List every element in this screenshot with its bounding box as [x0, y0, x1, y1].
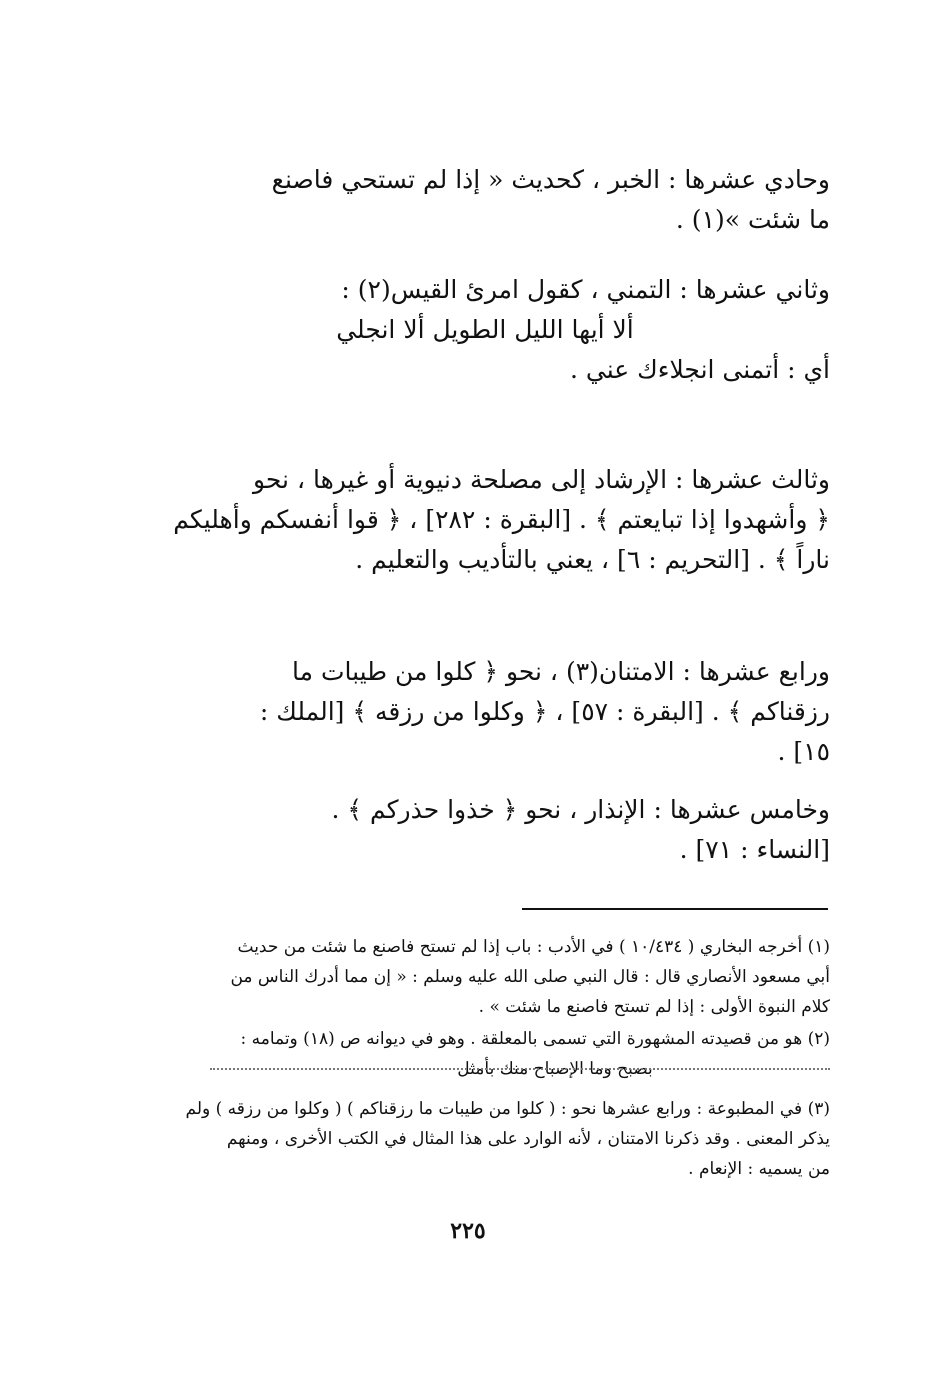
footnote-separator — [522, 908, 828, 910]
text-line: [النساء : ٧١] . — [679, 835, 830, 864]
footnote-line: (١) أخرجه البخاري ( ١٠/٤٣٤ ) في الأدب : باب إذا لم تستح فاصنع ما شئت من حديث — [237, 937, 830, 957]
paragraph-indhar — [140, 790, 830, 870]
footnote-line: (٣) في المطبوعة : ورابع عشرها نحو : ( كلوا من طيبات ما رزقناكم ) ( وكلوا من رزقه ) ولم — [185, 1099, 830, 1119]
paragraph-khabar — [140, 160, 830, 240]
page-number: ٢٢٥ — [450, 1218, 486, 1244]
footnote-1 — [140, 932, 830, 1022]
footnote-3 — [140, 1094, 830, 1184]
footnote-line: من يسميه : الإنعام . — [688, 1159, 830, 1179]
text-line: وثاني عشرها : التمني ، كقول امرئ القيس(٢) : — [341, 275, 830, 304]
footnote-line: كلام النبوة الأولى : إذا لم تستح فاصنع ما شئت » . — [478, 997, 830, 1017]
paragraph-irshad — [140, 460, 830, 580]
poetry-verse: ألا أيها الليل الطويل ألا انجلي — [336, 315, 634, 344]
dotted-divider — [210, 1068, 830, 1070]
paragraph-tamanni — [140, 270, 830, 390]
text-line: أي : أتمنى انجلاءك عني . — [570, 355, 830, 384]
text-line: ١٥] . — [777, 737, 830, 766]
footnote-line: أبي مسعود الأنصاري قال : قال النبي صلى الله عليه وسلم : « إن مما أدرك الناس من — [230, 967, 830, 987]
text-line: ناراً ﴾ . [التحريم : ٦] ، يعني بالتأديب والتعليم . — [355, 545, 830, 574]
footnote-2 — [140, 1024, 830, 1084]
text-line: وثالث عشرها : الإرشاد إلى مصلحة دنيوية أو غيرها ، نحو — [252, 465, 830, 494]
text-line: وخامس عشرها : الإنذار ، نحو ﴿ خذوا حذركم ﴾ . — [331, 795, 830, 824]
text-line: ﴿ وأشهدوا إذا تبايعتم ﴾ . [البقرة : ٢٨٢] ، ﴿ قوا أنفسكم وأهليكم — [173, 505, 830, 534]
footnote-line: يذكر المعنى . وقد ذكرنا الامتنان ، لأنه الوارد على هذا المثال في الكتب الأخرى ، ومنهم — [226, 1129, 830, 1149]
text-line: رزقناكم ﴾ . [البقرة : ٥٧] ، ﴿ وكلوا من رزقه ﴾ [الملك : — [259, 697, 830, 726]
text-line: ما شئت »(١) . — [675, 205, 830, 234]
text-line: ورابع عشرها : الامتنان(٣) ، نحو ﴿ كلوا من طيبات ما — [291, 657, 830, 686]
paragraph-imtinan — [140, 652, 830, 772]
footnote-line: (٢) هو من قصيدته المشهورة التي تسمى بالمعلقة . وهو في ديوانه ص (١٨) وتمامه : — [240, 1029, 830, 1049]
text-line: وحادي عشرها : الخبر ، كحديث « إذا لم تستحي فاصنع — [271, 165, 830, 194]
footnote-verse: بصبح وما الإصباح منك بأمثل — [457, 1059, 653, 1079]
